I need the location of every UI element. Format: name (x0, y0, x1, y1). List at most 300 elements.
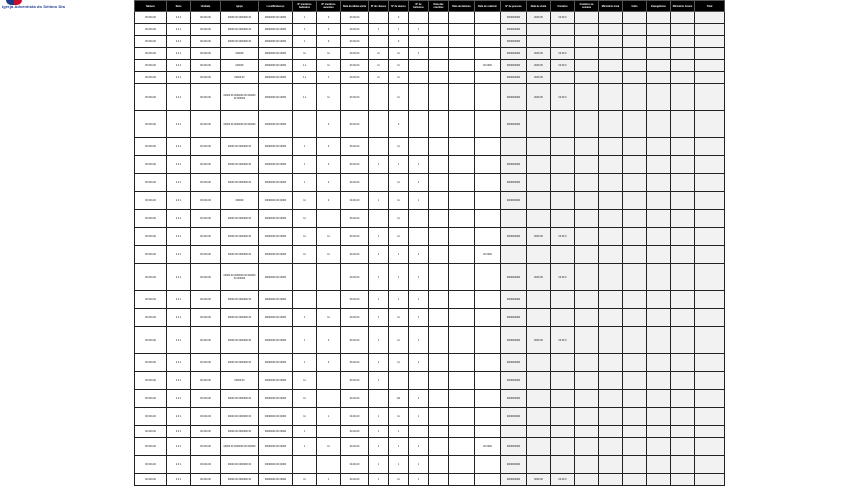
table-cell: 11 (389, 192, 409, 210)
table-cell (695, 192, 725, 210)
table-cell: 1 (369, 426, 389, 438)
table-cell (527, 174, 551, 192)
column-header: Nº membros ausentes (317, 1, 341, 12)
column-header: Evangelismo (647, 1, 671, 12)
table-cell (647, 426, 671, 438)
organization-logo (2, 0, 88, 12)
table-cell: 1 (293, 438, 317, 456)
table-cell (671, 291, 695, 309)
table-cell: 0 (317, 138, 341, 156)
table-cell: 0000000000 (501, 390, 527, 408)
table-cell (449, 174, 475, 192)
table-cell (409, 111, 429, 138)
table-cell: 1 (293, 309, 317, 327)
table-cell (575, 264, 599, 291)
table-cell: 00000 00 0000000 00 000000 (221, 111, 259, 138)
table-cell (695, 210, 725, 228)
table-cell (647, 174, 671, 192)
table-cell: 00 000-00 (135, 426, 167, 438)
table-cell: 1 (389, 426, 409, 438)
column-header: Data de batismo (449, 1, 475, 12)
table-cell: 00-00-00 (341, 372, 369, 390)
table-cell: 00-00-00 (341, 246, 369, 264)
table-cell: 00000000 00 00000 (259, 111, 293, 138)
table-cell: 2.0 1 (167, 426, 191, 438)
table-cell: 00 0000 (475, 60, 501, 72)
table-cell: 00000000 00 00000 (259, 291, 293, 309)
table-cell (695, 156, 725, 174)
table-cell (449, 327, 475, 354)
table-cell: 1 (369, 354, 389, 372)
table-cell (475, 12, 501, 24)
table-cell (449, 12, 475, 24)
table-cell: 00 000-00 (135, 390, 167, 408)
table-cell (317, 390, 341, 408)
table-cell (369, 390, 389, 408)
table-cell (449, 408, 475, 426)
table-cell: 00 000-00 (191, 354, 221, 372)
table-cell: 000000 (221, 60, 259, 72)
table-cell: 1 (409, 156, 429, 174)
table-cell: 2.0 1 (167, 327, 191, 354)
table-cell: 00000 00 0000000 00 000000 00 000000 (221, 84, 259, 111)
logo-caption: Igreja Adventista do Sétimo Dia (2, 4, 65, 9)
table-cell (551, 210, 575, 228)
table-cell: 2.0 1 (167, 156, 191, 174)
table-cell (293, 111, 317, 138)
table-cell (475, 264, 501, 291)
table-cell: 00 000-00 (191, 309, 221, 327)
table-cell: 0000000000 (501, 228, 527, 246)
table-cell (647, 291, 671, 309)
table-cell: 11 (389, 72, 409, 84)
table-cell: 00 00 0 (551, 474, 575, 486)
table-cell: 00 000-00 (135, 210, 167, 228)
column-header: Série (167, 1, 191, 12)
table-cell (575, 372, 599, 390)
table-cell: 0 (317, 192, 341, 210)
table-cell (409, 36, 429, 48)
table-cell: 1 (409, 354, 429, 372)
table-cell: 00000 00 0000000 00 (221, 138, 259, 156)
table-cell: 1 (389, 456, 409, 474)
table-cell (599, 111, 623, 138)
table-cell (551, 246, 575, 264)
table-cell: 00000 00 0000000 00 (221, 156, 259, 174)
table-cell: 1 (369, 291, 389, 309)
table-row (135, 438, 725, 456)
table-cell: 00 000-00 (191, 408, 221, 426)
table-cell (599, 426, 623, 438)
table-cell (475, 84, 501, 111)
table-cell: 1.1 (293, 84, 317, 111)
table-cell (575, 291, 599, 309)
table-cell (575, 24, 599, 36)
table-cell (671, 246, 695, 264)
table-cell (475, 354, 501, 372)
table-cell (575, 246, 599, 264)
table-cell (429, 48, 449, 60)
table-cell (695, 84, 725, 111)
table-cell: 0000 00 (527, 228, 551, 246)
table-cell: 0 (317, 111, 341, 138)
table-cell: 1 (369, 264, 389, 291)
table-cell (671, 24, 695, 36)
table-cell (575, 474, 599, 486)
table-cell: 00-00-00 (341, 408, 369, 426)
column-header: Contatos (551, 1, 575, 12)
table-cell: 11 (293, 390, 317, 408)
table-cell: 00000 00 0000000 00 (221, 12, 259, 24)
table-cell (501, 246, 527, 264)
report-table (134, 0, 725, 486)
table-cell (449, 138, 475, 156)
table-cell (575, 156, 599, 174)
table-cell: 00-00-00 (341, 138, 369, 156)
table-cell (695, 174, 725, 192)
table-cell (527, 354, 551, 372)
table-cell (293, 264, 317, 291)
table-cell: 00 000-00 (191, 12, 221, 24)
table-cell (647, 327, 671, 354)
table-cell: 0000 00 (527, 48, 551, 60)
table-cell (429, 174, 449, 192)
table-cell: 2.0 1 (167, 372, 191, 390)
table-cell (623, 309, 647, 327)
table-cell (623, 228, 647, 246)
table-cell: 1 (389, 156, 409, 174)
table-row (135, 474, 725, 486)
table-row (135, 291, 725, 309)
table-cell (501, 210, 527, 228)
table-cell (575, 456, 599, 474)
table-cell (671, 72, 695, 84)
table-cell (647, 138, 671, 156)
table-cell: 11 (293, 48, 317, 60)
table-cell (429, 36, 449, 48)
table-cell: 0000000000 (501, 12, 527, 24)
table-cell: 00 00 0 (551, 84, 575, 111)
table-cell: 1 (293, 138, 317, 156)
table-cell: 1 (369, 372, 389, 390)
column-header: Contatos na semana (575, 1, 599, 12)
table-cell: 1 (409, 291, 429, 309)
table-cell: 11 (389, 174, 409, 192)
table-cell: 1 (409, 390, 429, 408)
table-cell (671, 156, 695, 174)
table-cell: 2.0 1 (167, 174, 191, 192)
table-cell (623, 12, 647, 24)
table-cell: 11 (293, 474, 317, 486)
table-cell: 00-00-00 (341, 474, 369, 486)
table-cell (671, 264, 695, 291)
table-cell (429, 327, 449, 354)
table-cell (695, 456, 725, 474)
table-cell (599, 48, 623, 60)
table-cell (599, 174, 623, 192)
table-cell: 00000000 00 00000 (259, 246, 293, 264)
table-cell (671, 372, 695, 390)
table-cell: 1 (369, 156, 389, 174)
table-cell (449, 438, 475, 456)
table-cell (449, 456, 475, 474)
table-cell (429, 309, 449, 327)
table-cell: 00 000-00 (135, 327, 167, 354)
table-cell: 0000000000 (501, 372, 527, 390)
table-cell (575, 390, 599, 408)
table-cell (647, 264, 671, 291)
table-cell (475, 372, 501, 390)
table-cell: 0 (389, 111, 409, 138)
table-cell (695, 72, 725, 84)
table-cell (599, 264, 623, 291)
table-cell: 11 (389, 84, 409, 111)
table-cell: 00 000-00 (135, 291, 167, 309)
table-cell (449, 192, 475, 210)
table-cell: 11 (293, 210, 317, 228)
table-cell: 2.0 1 (167, 36, 191, 48)
table-cell (551, 390, 575, 408)
table-cell: 00 000-00 (191, 72, 221, 84)
table-cell (671, 228, 695, 246)
table-cell: 2.0 1 (167, 12, 191, 24)
table-cell (599, 24, 623, 36)
table-cell (671, 192, 695, 210)
table-cell (623, 24, 647, 36)
table-cell: 00-00-00 (341, 156, 369, 174)
table-cell (527, 210, 551, 228)
table-cell (449, 246, 475, 264)
table-cell: 1 (409, 246, 429, 264)
table-cell (671, 138, 695, 156)
table-cell: 2.0 1 (167, 48, 191, 60)
table-cell: 0000000000 (501, 72, 527, 84)
table-cell: 0 (317, 24, 341, 36)
table-cell: 00000 00 0000000 00 (221, 426, 259, 438)
table-cell (409, 426, 429, 438)
table-cell (575, 111, 599, 138)
table-cell (429, 210, 449, 228)
table-cell (409, 12, 429, 24)
table-cell: 11 (369, 72, 389, 84)
table-cell: 00000 00 0000000 00 (221, 174, 259, 192)
table-cell: 00-00-00 (341, 72, 369, 84)
table-cell (475, 390, 501, 408)
table-row (135, 210, 725, 228)
table-cell: 11 (317, 228, 341, 246)
table-cell: 00000 00 0000000 00 000000 (221, 438, 259, 456)
table-cell: 2.0 1 (167, 210, 191, 228)
table-cell: 11 (293, 372, 317, 390)
table-cell: 2.0 1 (167, 408, 191, 426)
table-cell (575, 426, 599, 438)
table-cell (647, 372, 671, 390)
table-cell (369, 36, 389, 48)
table-cell (551, 174, 575, 192)
table-cell: 1 (369, 438, 389, 456)
table-cell (623, 354, 647, 372)
table-cell: 00-00-00 (341, 36, 369, 48)
table-cell: 00000000 00 00000 (259, 390, 293, 408)
table-cell: 0000000000 (501, 456, 527, 474)
table-cell: 2.0 1 (167, 228, 191, 246)
table-cell (671, 474, 695, 486)
table-cell: 0000 00 (527, 12, 551, 24)
table-cell: 11 (317, 438, 341, 456)
table-row (135, 246, 725, 264)
table-cell (527, 309, 551, 327)
table-cell: 00 000-00 (191, 210, 221, 228)
table-row (135, 192, 725, 210)
table-cell: 00000000 00 00000 (259, 228, 293, 246)
table-cell (429, 72, 449, 84)
table-cell: 00000 00 0000000 00 (221, 408, 259, 426)
table-cell (293, 291, 317, 309)
table-cell (671, 309, 695, 327)
table-cell: 0000000000 (501, 327, 527, 354)
table-row (135, 309, 725, 327)
table-cell: 00-00-00 (341, 210, 369, 228)
table-cell: 1 (293, 426, 317, 438)
table-cell (671, 456, 695, 474)
table-cell (475, 48, 501, 60)
table-cell: 2.0 1 (167, 474, 191, 486)
table-cell: 00000000 00 00000 (259, 156, 293, 174)
table-cell (599, 12, 623, 24)
table-cell: 1 (409, 474, 429, 486)
table-cell: 000000 (221, 192, 259, 210)
table-cell: 00 000-00 (191, 174, 221, 192)
table-cell (647, 192, 671, 210)
table-cell (599, 354, 623, 372)
table-cell: 1 (409, 24, 429, 36)
table-cell: 2.0 1 (167, 192, 191, 210)
table-cell: 11 (389, 327, 409, 354)
table-cell: 1 (389, 24, 409, 36)
table-cell (599, 390, 623, 408)
table-cell: 00 000-00 (135, 84, 167, 111)
table-cell (575, 354, 599, 372)
table-cell (475, 111, 501, 138)
table-cell: 00 00 0 (551, 264, 575, 291)
table-cell: 00 000-00 (191, 426, 221, 438)
table-cell: 00000 00 0000000 00 (221, 246, 259, 264)
table-cell (527, 156, 551, 174)
table-cell (409, 60, 429, 72)
table-cell (551, 354, 575, 372)
table-cell: 00 000-00 (191, 456, 221, 474)
column-header: Data das reuniões (429, 1, 449, 12)
table-cell: 00000 00 0000000 00 (221, 327, 259, 354)
table-cell (429, 84, 449, 111)
table-cell (575, 72, 599, 84)
table-cell: 00 000-00 (191, 438, 221, 456)
table-cell (575, 228, 599, 246)
table-cell: 0 (317, 327, 341, 354)
table-cell (551, 192, 575, 210)
table-cell: 00000 00 0000000 00 (221, 456, 259, 474)
table-cell (623, 291, 647, 309)
table-cell: 2.0 1 (167, 84, 191, 111)
table-cell (449, 228, 475, 246)
table-row (135, 264, 725, 291)
table-cell (527, 36, 551, 48)
table-cell (449, 84, 475, 111)
table-cell (389, 372, 409, 390)
table-cell (429, 192, 449, 210)
table-row (135, 36, 725, 48)
table-cell: 0000 00 (527, 264, 551, 291)
table-cell: 0000000000 (501, 291, 527, 309)
table-cell: 1 (293, 12, 317, 24)
table-cell (429, 390, 449, 408)
table-cell: 00 000-00 (135, 192, 167, 210)
table-cell: 0000000000 (501, 309, 527, 327)
table-cell (527, 291, 551, 309)
table-cell: 11 (317, 48, 341, 60)
table-cell (449, 264, 475, 291)
table-cell: 2.0 1 (167, 390, 191, 408)
table-cell: 11 (389, 48, 409, 60)
table-cell: 0 (317, 174, 341, 192)
table-cell: 0000 00 (527, 474, 551, 486)
table-cell: 00000000 00 00000 (259, 210, 293, 228)
table-cell (475, 456, 501, 474)
table-cell (527, 111, 551, 138)
table-cell (695, 36, 725, 48)
table-cell (551, 372, 575, 390)
table-cell: 111 (389, 390, 409, 408)
table-cell: 00000000 00 00000 (259, 408, 293, 426)
table-cell: 00 000-00 (191, 84, 221, 111)
table-cell (551, 156, 575, 174)
column-header: Nº de pessoas (501, 1, 527, 12)
table-cell (551, 438, 575, 456)
table-cell (575, 12, 599, 24)
table-cell (551, 36, 575, 48)
table-cell (475, 408, 501, 426)
table-cell: 1 (389, 438, 409, 456)
table-cell (429, 228, 449, 246)
table-cell (449, 72, 475, 84)
table-cell: 1 (293, 174, 317, 192)
table-cell: 1 (389, 264, 409, 291)
column-header: Data do relatório (475, 1, 501, 12)
table-cell (599, 438, 623, 456)
table-header-row (135, 1, 725, 12)
table-row (135, 72, 725, 84)
table-cell: 00 0000 (475, 438, 501, 456)
table-cell: 00-00-00 (341, 438, 369, 456)
table-cell: 1 (409, 264, 429, 291)
table-cell: 1 (317, 72, 341, 84)
table-cell (695, 138, 725, 156)
table-cell: 1 (409, 408, 429, 426)
table-cell (475, 36, 501, 48)
table-cell: 00-00-00 (341, 456, 369, 474)
table-cell (527, 438, 551, 456)
column-header: Número (135, 1, 167, 12)
column-header: Ministério Jovem (671, 1, 695, 12)
table-cell: 1 (369, 408, 389, 426)
table-row (135, 456, 725, 474)
table-cell: 1 (293, 24, 317, 36)
table-cell (647, 390, 671, 408)
table-cell (695, 474, 725, 486)
table-cell (695, 48, 725, 60)
table-cell: 00 00 0 (551, 60, 575, 72)
table-cell: 11 (317, 60, 341, 72)
